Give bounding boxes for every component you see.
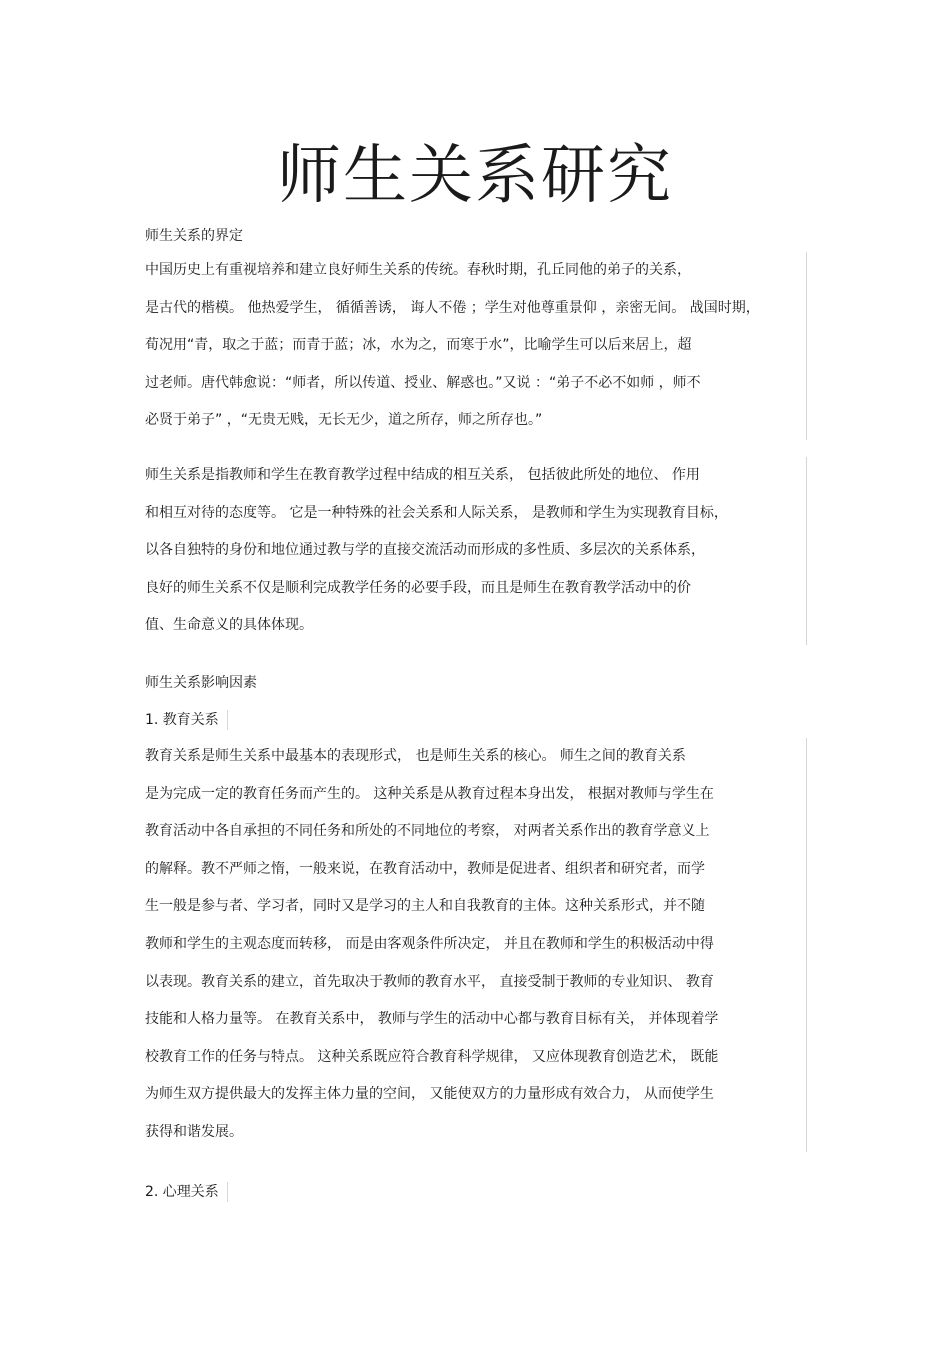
section-heading-definition: 师生关系的界定 <box>145 228 243 244</box>
paragraph-education-relationship <box>145 738 807 1152</box>
paragraph-line: 技能和人格力量等。 在教育关系中， 教师与学生的活动中心都与教育目标有关， 并体现着学 <box>145 1011 719 1028</box>
section-heading-factors: 师生关系影响因素 <box>145 675 257 691</box>
paragraph-line: 值、生命意义的具体体现。 <box>145 617 313 633</box>
paragraph-history <box>145 252 807 440</box>
paragraph-line: 师生关系是指教师和学生在教育教学过程中结成的相互关系， 包括彼此所处的地位、 作用 <box>145 467 700 483</box>
paragraph-line: 必贤于弟子” ，“无贵无贱，无长无少，道之所存，师之所存也。” <box>145 412 543 428</box>
paragraph-line: 以表现。教育关系的建立，首先取决于教师的教育水平， 直接受制于教师的专业知识、 教育 <box>145 973 714 990</box>
paragraph-line: 获得和谐发展。 <box>145 1123 243 1140</box>
paragraph-line: 为师生双方提供最大的发挥主体力量的空间， 又能使双方的力量形成有效合力， 从而使学生 <box>145 1086 714 1103</box>
paragraph-line: 校教育工作的任务与特点。 这种关系既应符合教育科学规律， 又应体现教育创造艺术， 既能 <box>145 1048 719 1065</box>
subsection-heading-education: 1. 教育关系 <box>145 710 228 730</box>
paragraph-line: 是古代的楷模。 他热爱学生， 循循善诱， 诲人不倦 ；学生对他尊重景仰 ，亲密无间。 战国时期， <box>145 299 760 316</box>
document-title: 师生关系研究 <box>277 139 673 213</box>
paragraph-line: 是为完成一定的教育任务而产生的。 这种关系是从教育过程本身出发， 根据对教师与学生在 <box>145 785 714 802</box>
paragraph-line: 和相互对待的态度等。 它是一种特殊的社会关系和人际关系， 是教师和学生为实现教育目标， <box>145 504 728 521</box>
paragraph-line: 的解释。教不严师之惰，一般来说，在教育活动中，教师是促进者、组织者和研究者，而学 <box>145 860 705 877</box>
paragraph-line: 以各自独特的身份和地位通过教与学的直接交流活动而形成的多性质、多层次的关系体系， <box>145 542 705 558</box>
paragraph-line: 中国历史上有重视培养和建立良好师生关系的传统。春秋时期，孔丘同他的弟子的关系， <box>145 262 691 278</box>
paragraph-definition <box>145 457 807 645</box>
paragraph-line: 荀况用“青，取之于蓝；而青于蓝；冰，水为之，而寒于水”，比喻学生可以后来居上，超 <box>145 337 692 353</box>
subsection-heading-psychology: 2. 心理关系 <box>145 1182 228 1202</box>
paragraph-line: 生一般是参与者、学习者，同时又是学习的主人和自我教育的主体。这种关系形式，并不随 <box>145 898 705 915</box>
paragraph-line: 教育关系是师生关系中最基本的表现形式， 也是师生关系的核心。 师生之间的教育关系 <box>145 748 686 764</box>
paragraph-line: 教师和学生的主观态度而转移， 而是由客观条件所决定， 并且在教师和学生的积极活动中得 <box>145 935 714 952</box>
paragraph-line: 教育活动中各自承担的不同任务和所处的不同地位的考察， 对两者关系作出的教育学意义上 <box>145 823 710 840</box>
paragraph-line: 过老师。唐代韩愈说：“师者，所以传道、授业、解惑也。”又说 ：“弟子不必不如师 ，师不 <box>145 374 701 391</box>
paragraph-line: 良好的师生关系不仅是顺利完成教学任务的必要手段，而且是师生在教育教学活动中的价 <box>145 579 691 596</box>
